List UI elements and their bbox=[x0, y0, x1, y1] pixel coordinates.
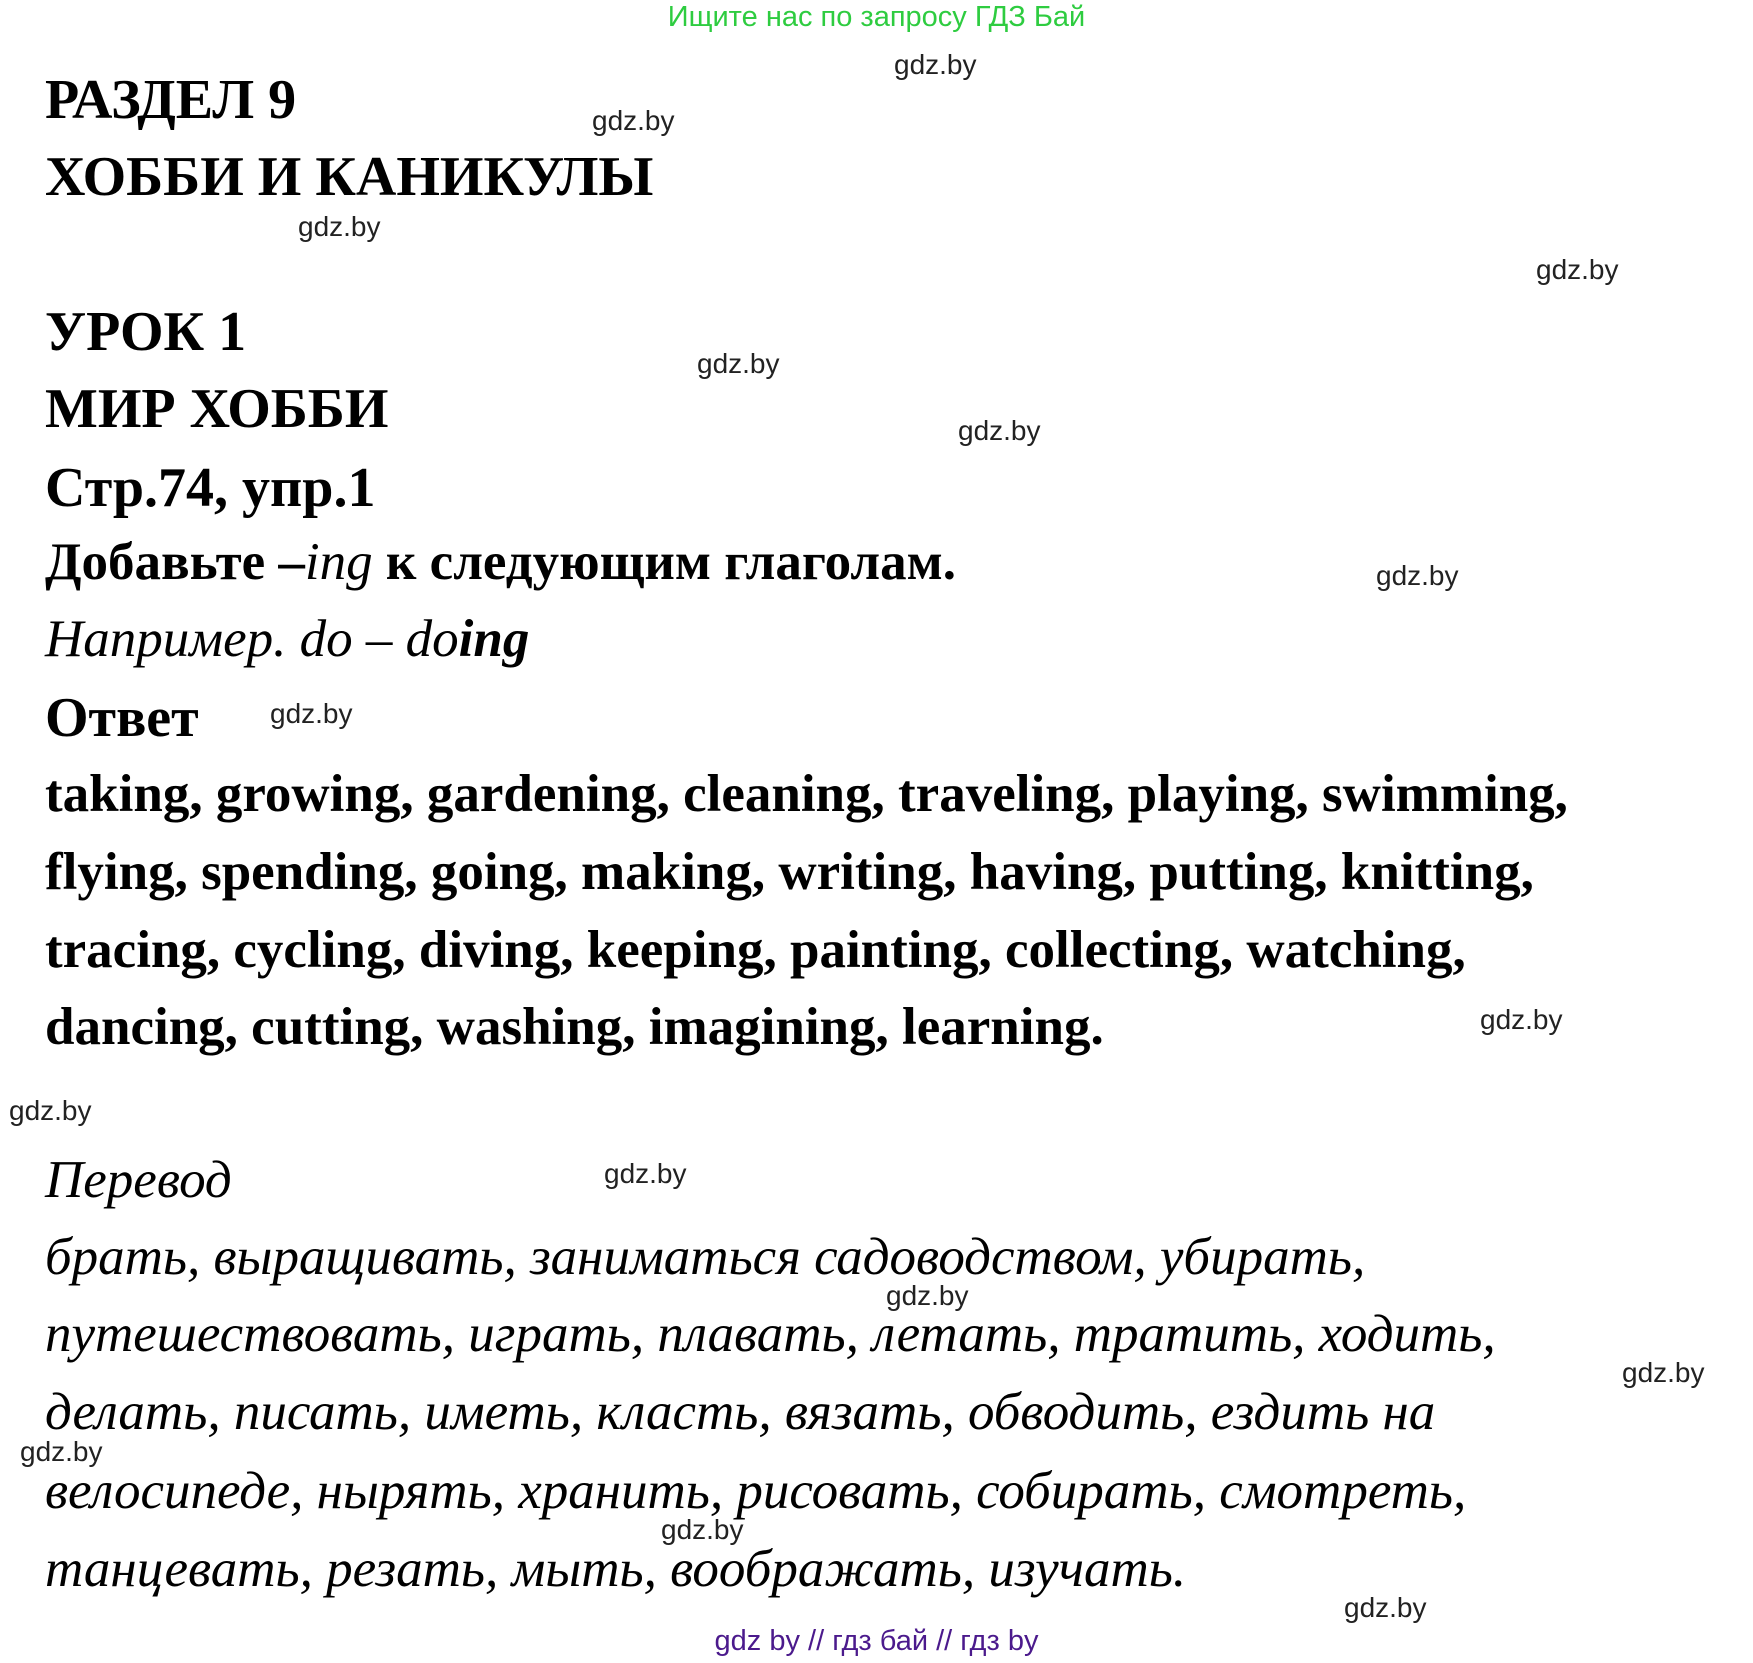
example-ing: ing bbox=[458, 610, 530, 668]
translation-line: путешествовать, играть, плавать, летать, тратить, ходить, bbox=[45, 1305, 1496, 1363]
example-prefix: Например. do – do bbox=[45, 610, 459, 668]
section-subtitle: ХОББИ И КАНИКУЛЫ bbox=[45, 146, 654, 208]
translation-line: велосипеде, нырять, хранить, рисовать, собирать, смотреть, bbox=[45, 1462, 1467, 1520]
answer-line: dancing, cutting, washing, imagining, learning. bbox=[45, 998, 1104, 1056]
watermark: gdz.by bbox=[1480, 1004, 1563, 1035]
watermark: gdz.by bbox=[1536, 254, 1619, 285]
answer-line: flying, spending, going, making, writing, having, putting, knitting, bbox=[45, 843, 1534, 901]
watermark: gdz.by bbox=[697, 348, 780, 379]
watermark: gdz.by bbox=[886, 1280, 969, 1311]
watermark: gdz.by bbox=[20, 1436, 103, 1467]
watermark: gdz.by bbox=[1344, 1592, 1427, 1623]
watermark: gdz.by bbox=[604, 1158, 687, 1189]
translation-line: брать, выращивать, заниматься садоводством, убирать, bbox=[45, 1228, 1366, 1286]
watermark: gdz.by bbox=[1622, 1357, 1705, 1388]
watermark: gdz.by bbox=[894, 49, 977, 80]
task-suffix: к следующим глаголам. bbox=[372, 533, 956, 591]
answer-line: taking, growing, gardening, cleaning, traveling, playing, swimming, bbox=[45, 765, 1568, 823]
task-prefix: Добавьте – bbox=[45, 533, 305, 591]
answer-label: Ответ bbox=[45, 687, 199, 749]
watermark: gdz.by bbox=[298, 211, 381, 242]
section-title: РАЗДЕЛ 9 bbox=[45, 69, 297, 131]
translation-line: делать, писать, иметь, класть, вязать, обводить, ездить на bbox=[45, 1383, 1436, 1441]
translation-label: Перевод bbox=[45, 1151, 232, 1209]
footer-links: gdz by // гдз бай // гдз by bbox=[714, 1625, 1039, 1657]
answer-line: tracing, cycling, diving, keeping, painting, collecting, watching, bbox=[45, 921, 1466, 979]
lesson-title: УРОК 1 bbox=[45, 301, 247, 363]
exercise-example bbox=[45, 610, 530, 668]
exercise-task bbox=[45, 533, 956, 591]
top-banner: Ищите нас по запросу ГДЗ Бай bbox=[667, 1, 1086, 33]
exercise-ref: Стр.74, упр.1 bbox=[45, 457, 376, 519]
watermark: gdz.by bbox=[9, 1095, 92, 1126]
watermark: gdz.by bbox=[958, 415, 1041, 446]
watermark: gdz.by bbox=[270, 698, 353, 729]
watermark: gdz.by bbox=[661, 1514, 744, 1545]
task-ing: ing bbox=[304, 533, 373, 591]
watermark: gdz.by bbox=[592, 105, 675, 136]
watermark: gdz.by bbox=[1376, 560, 1459, 591]
translation-line: танцевать, резать, мыть, воображать, изучать. bbox=[45, 1540, 1187, 1598]
lesson-subtitle: МИР ХОББИ bbox=[45, 378, 389, 440]
